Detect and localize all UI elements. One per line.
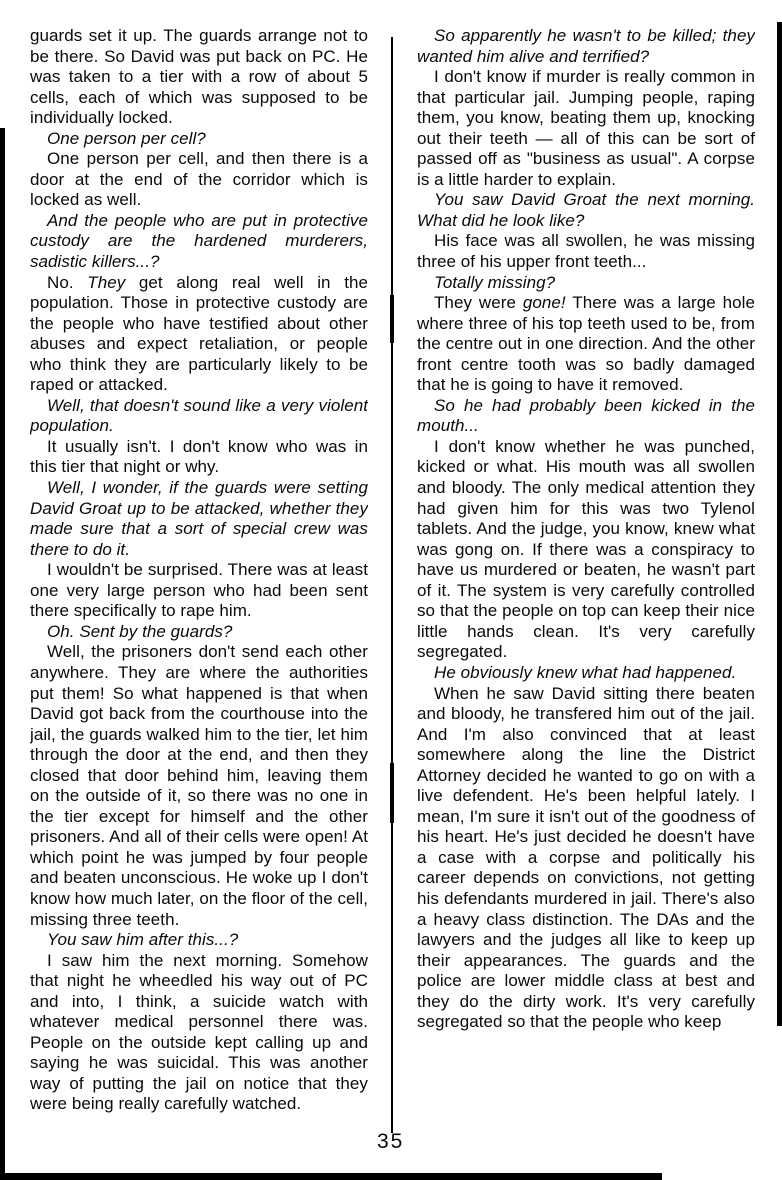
interview-answer: No. They get along real well in the population. Those in protective custody are the people who have testified about other abuses and expect retaliation, or people who think they are particularly likely to be raped or attacked. [30, 272, 368, 395]
interview-answer: I wouldn't be surprised. There was at least one very large person who had been sent there specifically to rape him. [30, 560, 368, 621]
page-border-right [777, 22, 782, 1026]
interview-question: You saw him after this...? [47, 930, 239, 950]
interview-answer: His face was all swollen, he was missing three of his upper front teeth... [417, 231, 755, 272]
text-column-left [30, 26, 368, 1115]
interview-question: Totally missing? [434, 272, 556, 292]
interview-answer: guards set it up. The guards arrange not to be there. So David was put back on PC. He was taken to a tier with a row of about 5 cells, each of which was supposed to be individually locked. [30, 26, 368, 128]
page-border-bottom [0, 1173, 662, 1180]
interview-answer: I don't know whether he was punched, kicked or what. His mouth was all swollen and bloody. The only medical attention they had given him for this was two Tylenol tablets. And the judge, you know, knew what was gong on. If there was a conspiracy to have us murdered or beaten, he wasn't part of it. The system is very carefully controlled so that the people on top can keep their nice little hands clean. It's very carefully segregated. [417, 436, 755, 662]
interview-answer: When he saw David sitting there beaten and bloody, he transfered him out of the jail. And I'm also convinced that at least somewhere along the line the District Attorney decided he wanted to go on with a live defendent. He's been helpful lately. I mean, I'm sure it isn't out of the goodness of his heart. He's just decided he doesn't have a case with a corpse and politically his career depends on convictions, not getting his defendants murdered in jail. There's also a heavy class distinction. The DAs and the lawyers and the judges all like to keep up their appearances. The guards and the police are lower middle class at best and they do the dirty work. It's very carefully segregated so that the people who keep [417, 683, 755, 1032]
interview-question: So apparently he wasn't to be killed; they wanted him alive and terrified? [417, 26, 755, 66]
column-divider [391, 37, 393, 1133]
interview-question: You saw David Groat the next morning. What did he look like? [417, 190, 755, 230]
interview-question: Well, that doesn't sound like a very violent population. [30, 395, 368, 436]
interview-question: One person per cell? [47, 128, 206, 148]
interview-question: Well, I wonder, if the guards were setting David Groat up to be attacked, whether they made sure that a sort of special crew was there to do it. [30, 478, 368, 559]
text-column-right [417, 26, 755, 1033]
interview-answer: I don't know if murder is really common in that particular jail. Jumping people, raping them, you know, beating them up, knocking out their teeth — all of this can be sort of passed off as "business as usual". A corpse is a little harder to explain. [417, 67, 755, 189]
interview-answer: Well, the prisoners don't send each other anywhere. They are where the authorities put them! So what happened is that when David got back from the courthouse into the jail, the guards walked him to the tier, let him through the door at the end, and then they closed that door behind him, leaving them on the outside of it, so there was no one in the tier except for himself and the other prisoners. And all of their cells were open! At which point he was jumped by four people and beaten unconscious. He woke up I don't know how much later, on the floor of the cell, missing three teeth. [30, 642, 368, 929]
interview-answer: One person per cell, and then there is a door at the end of the corridor which is locked as well. [30, 149, 368, 210]
interview-question: And the people who are put in protective custody are the hardened murderers, sadistic killers...? [30, 210, 368, 272]
interview-question: So he had probably been kicked in the mouth... [417, 395, 755, 436]
interview-answer: It usually isn't. I don't know who was in this tier that night or why. [30, 436, 368, 477]
interview-question: Oh. Sent by the guards? [47, 621, 233, 641]
interview-question: He obviously knew what had happened. [434, 662, 737, 682]
page-number: 35 [377, 1130, 405, 1153]
page-border-left [0, 128, 5, 1180]
interview-answer: They were gone! There was a large hole where three of his top teeth used to be, from the centre out in one direction. And the other front centre tooth was so badly damaged that he is going to have it removed. [417, 293, 755, 395]
interview-answer: I saw him the next morning. Somehow that night he wheedled his way out of PC and into, I think, a suicide watch with whatever medical personnel there was. People on the outside kept calling up and saying he was suicidal. This was another way of putting the jail on notice that they were being really carefully watched. [30, 950, 368, 1114]
